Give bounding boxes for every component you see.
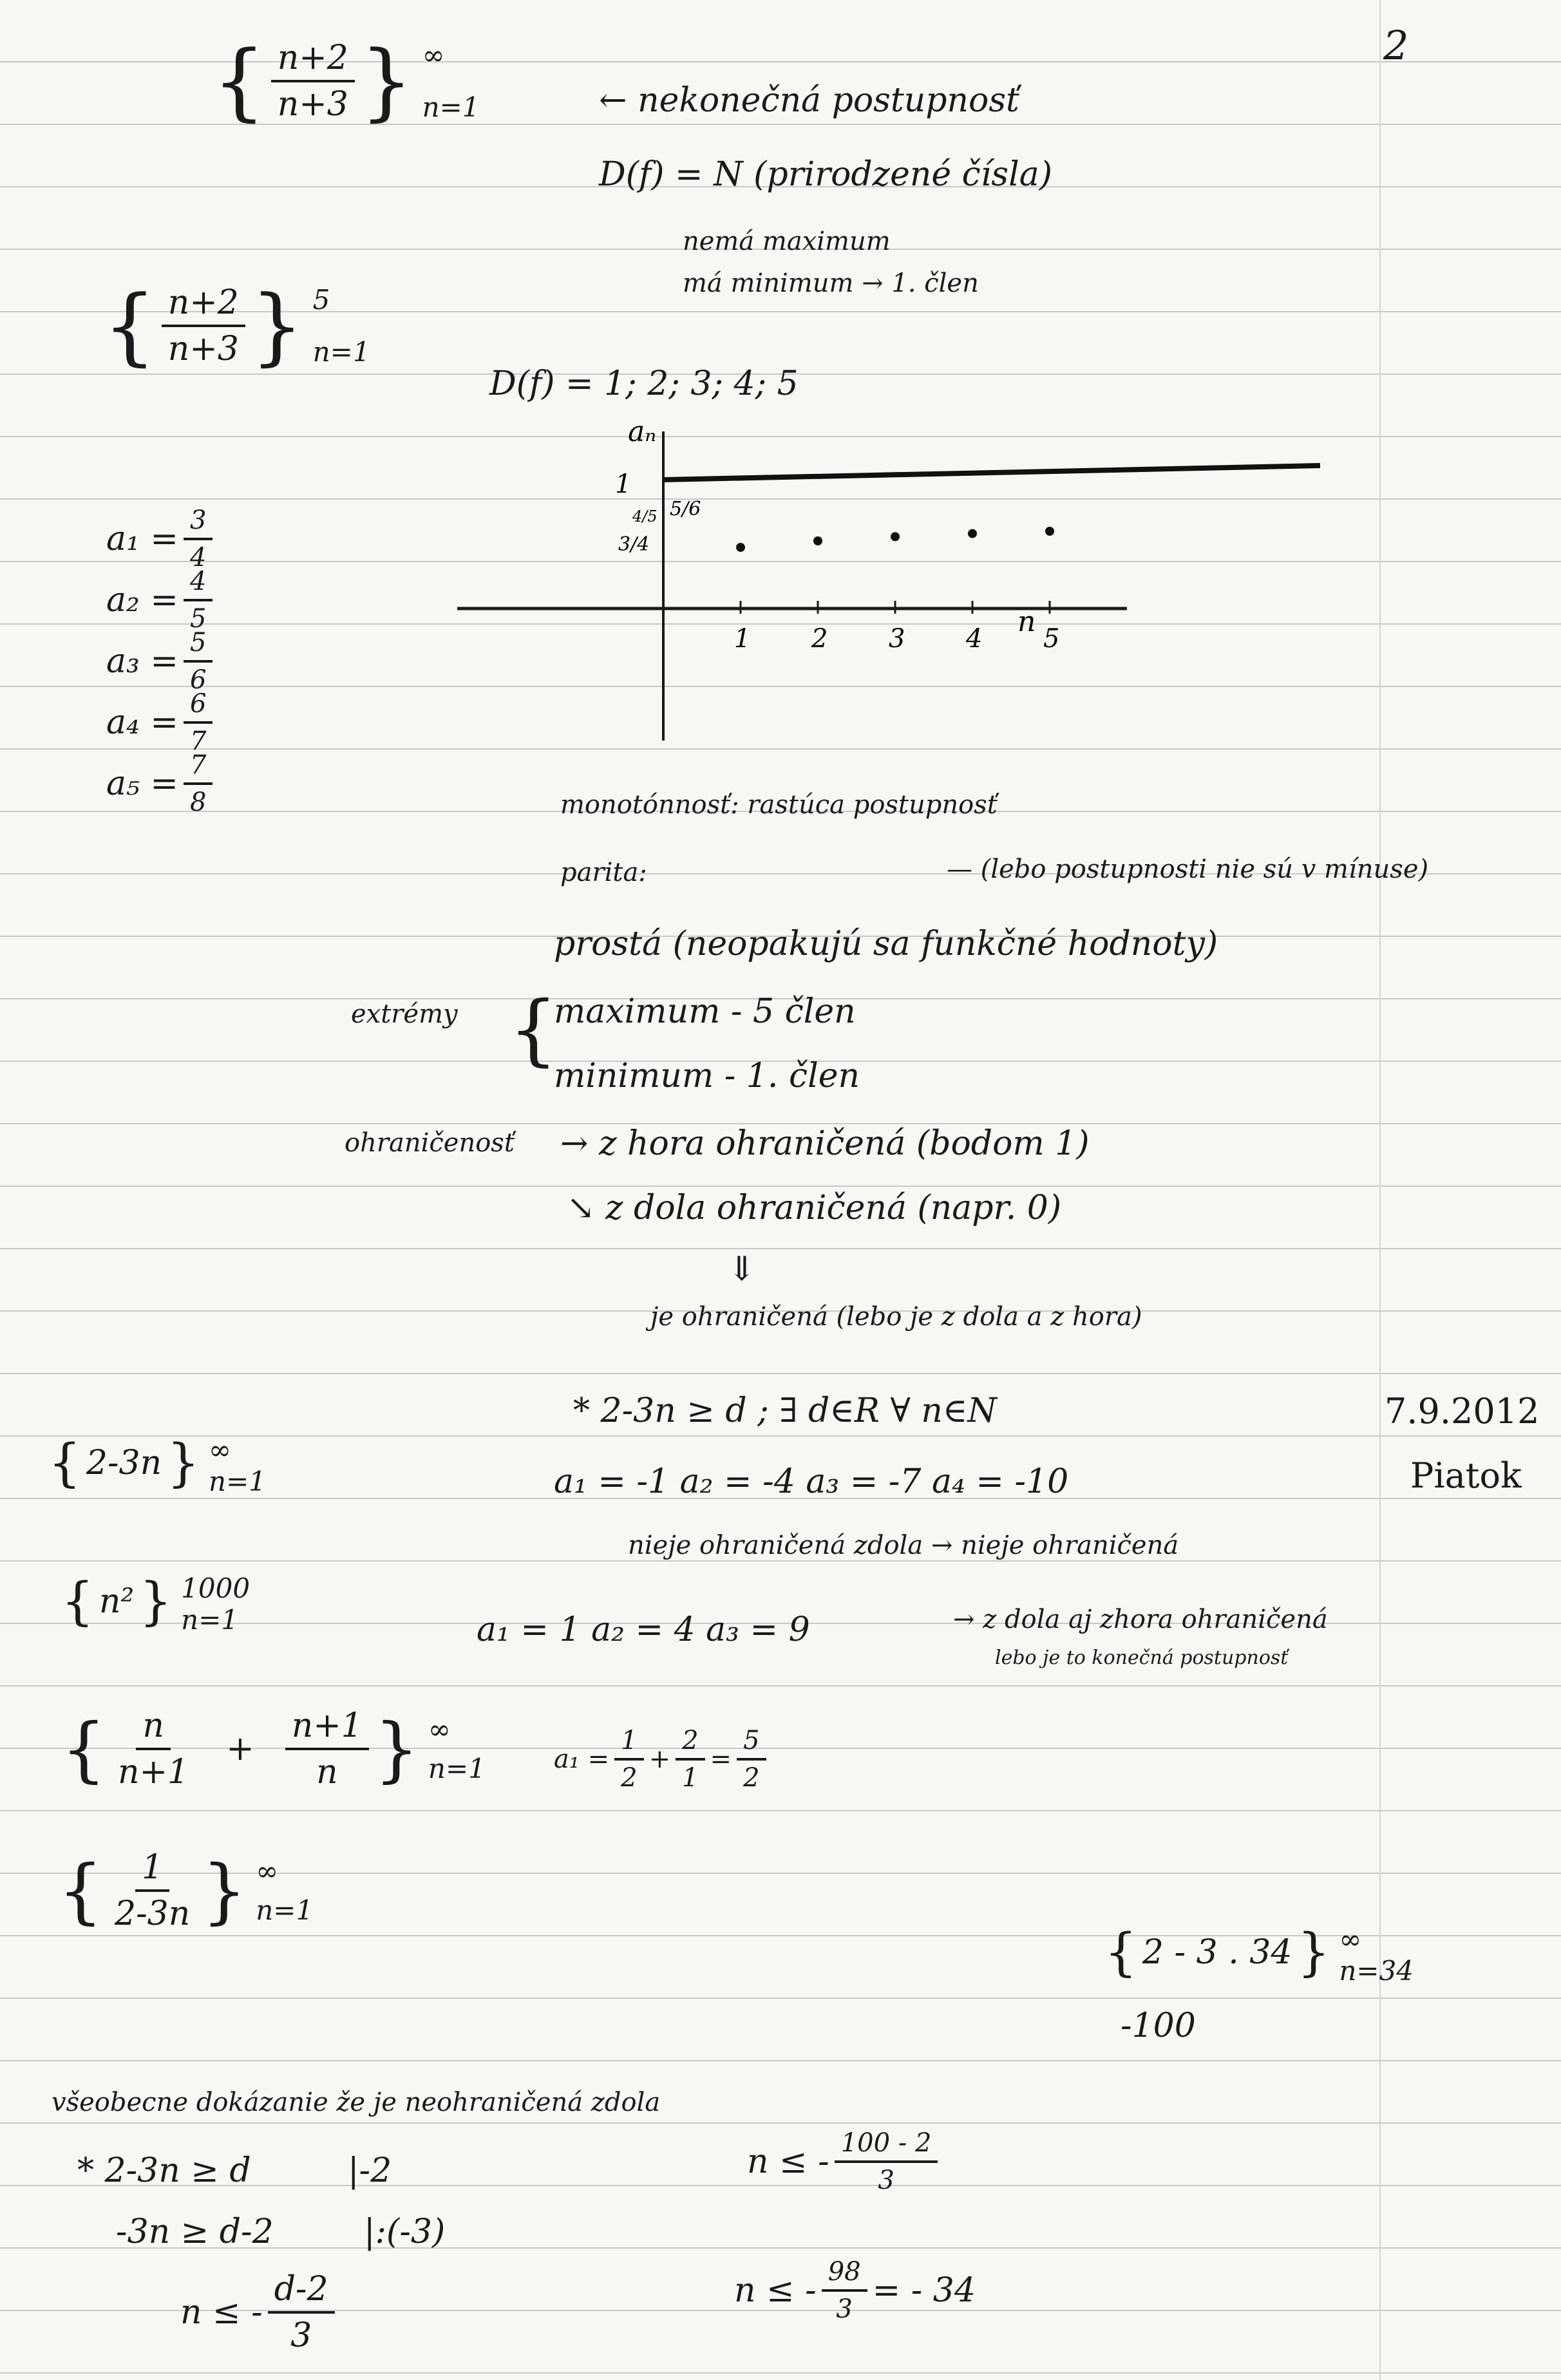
y-tick-4-5: 4/5	[632, 507, 658, 525]
x-tick-label: 1	[734, 624, 751, 654]
boundedness-label: ohraničenosť	[345, 1128, 515, 1158]
seq1-note: ← nekonečná postupnosť	[599, 81, 1019, 120]
extremes-min: minimum - 1. člen	[554, 1057, 860, 1095]
term-1: a₁ = $\frac{3}{4}$	[106, 505, 213, 572]
sequence-7: { 2 - 3 . 34 } ∞ n=34	[1104, 1922, 1414, 1987]
bounded-result: je ohraničená (lebo je z dola a z hora)	[650, 1302, 1142, 1332]
sequence-point	[968, 529, 977, 538]
extremes-brace: {	[509, 985, 558, 1075]
parity-label: parita:	[560, 858, 647, 887]
weekday: Piatok	[1410, 1455, 1522, 1496]
proof-line-2-op: |:(-3)	[364, 2213, 446, 2251]
seq4-terms: a₁ = 1 a₂ = 4 a₃ = 9	[477, 1610, 810, 1649]
implies-arrow: ⇓	[728, 1250, 756, 1289]
sequence-6: { $\frac{1}{2-3n}$ } ∞ n=1	[58, 1848, 314, 1933]
proof-right-2: n ≤ - $\frac{98}{3}$ = - 34	[734, 2257, 976, 2324]
sequence-graph	[451, 412, 1352, 747]
x-axis-label: n	[1017, 605, 1036, 638]
seq1-max: nemá maximum	[683, 227, 891, 256]
seq4-note2: lebo je to konečná postupnosť	[995, 1647, 1289, 1669]
parity-value: — (lebo postupnosti nie sú v mínuse)	[947, 855, 1429, 884]
y-tick-1: 1	[615, 469, 632, 499]
seq1-domain: D(f) = N (prirodzené čísla)	[599, 155, 1053, 194]
seq5-a1: a₁ = $\frac{1}{2}$ + $\frac{2}{1}$ = $\frac{5}{2}$	[554, 1726, 766, 1793]
extremes-label: extrémy	[351, 999, 458, 1029]
sequence-4: { n² } 1000 n=1	[61, 1571, 251, 1636]
date: 7.9.2012	[1385, 1391, 1540, 1431]
term-3: a₃ = $\frac{5}{6}$	[106, 628, 213, 695]
sequence-2: { $\frac{n+2}{n+3}$ } 5 n=1	[103, 277, 370, 375]
star-condition: * 2-3n ≥ d ; ∃ d∈R ∀ n∈N	[573, 1392, 997, 1430]
seq1-min: má minimum → 1. člen	[683, 269, 979, 298]
proof-line-3: n ≤ - $\frac{d-2}{3}$	[180, 2270, 335, 2355]
seq3-terms: a₁ = -1 a₂ = -4 a₃ = -7 a₄ = -10	[554, 1462, 1069, 1501]
x-tick-label: 5	[1043, 624, 1060, 654]
bounded-below: ↘ z dola ohraničená (napr. 0)	[567, 1189, 1062, 1227]
extremes-max: maximum - 5 člen	[554, 992, 856, 1031]
y-tick-5-6: 5/6	[670, 498, 701, 520]
x-tick-label: 4	[966, 624, 983, 654]
sequence-2-fraction: $\frac{n+2}{n+3}$	[162, 283, 245, 368]
term-4: a₄ = $\frac{6}{7}$	[106, 689, 213, 756]
proof-title: všeobecne dokázanie že je neohraničená zdola	[52, 2088, 661, 2117]
y-tick-3-4: 3/4	[618, 533, 650, 556]
seq2-domain: D(f) = 1; 2; 3; 4; 5	[489, 364, 799, 403]
monotonicity: monotónnosť: rastúca postupnosť	[560, 790, 998, 820]
proof-line-1: * 2-3n ≥ d	[77, 2151, 251, 2190]
x-tick-label: 2	[811, 624, 828, 654]
y-axis-label: aₙ	[628, 415, 657, 448]
sequence-point	[1045, 527, 1054, 536]
injective: prostá (neopakujú sa funkčné hodnoty)	[554, 925, 1218, 963]
sequence-1-fraction: $\frac{n+2}{n+3}$	[271, 39, 355, 124]
term-2: a₂ = $\frac{4}{5}$	[106, 567, 213, 634]
term-5: a₅ = $\frac{7}{8}$	[106, 750, 213, 817]
sequence-point	[736, 543, 745, 552]
sequence-points	[736, 527, 1054, 552]
proof-right-1: n ≤ - $\frac{100 - 2}{3}$	[747, 2128, 938, 2195]
seq7-value: -100	[1121, 2007, 1196, 2045]
upper-bound-line	[663, 466, 1320, 480]
proof-line-2: -3n ≥ d-2	[116, 2213, 274, 2251]
page-number: 2	[1383, 22, 1409, 69]
sequence-point	[891, 532, 900, 541]
margin-line	[1379, 0, 1381, 2380]
x-tick-label: 3	[889, 624, 905, 654]
sequence-3: { 2-3n } ∞ n=1	[48, 1433, 267, 1497]
seq3-note: nieje ohraničená zdola → nieje ohraničená	[628, 1531, 1179, 1560]
bounded-above: → z hora ohraničená (bodom 1)	[560, 1124, 1090, 1163]
sequence-5: { $\frac{n}{n+1}$ + $\frac{n+1}{n}$ } ∞ n=1	[61, 1706, 486, 1791]
seq4-note: → z dola aj zhora ohraničená	[953, 1605, 1328, 1634]
sequence-1: { $\frac{n+2}{n+3}$ } ∞ n=1	[213, 32, 480, 130]
sequence-point	[813, 536, 822, 545]
proof-line-1-op: |-2	[348, 2151, 392, 2190]
